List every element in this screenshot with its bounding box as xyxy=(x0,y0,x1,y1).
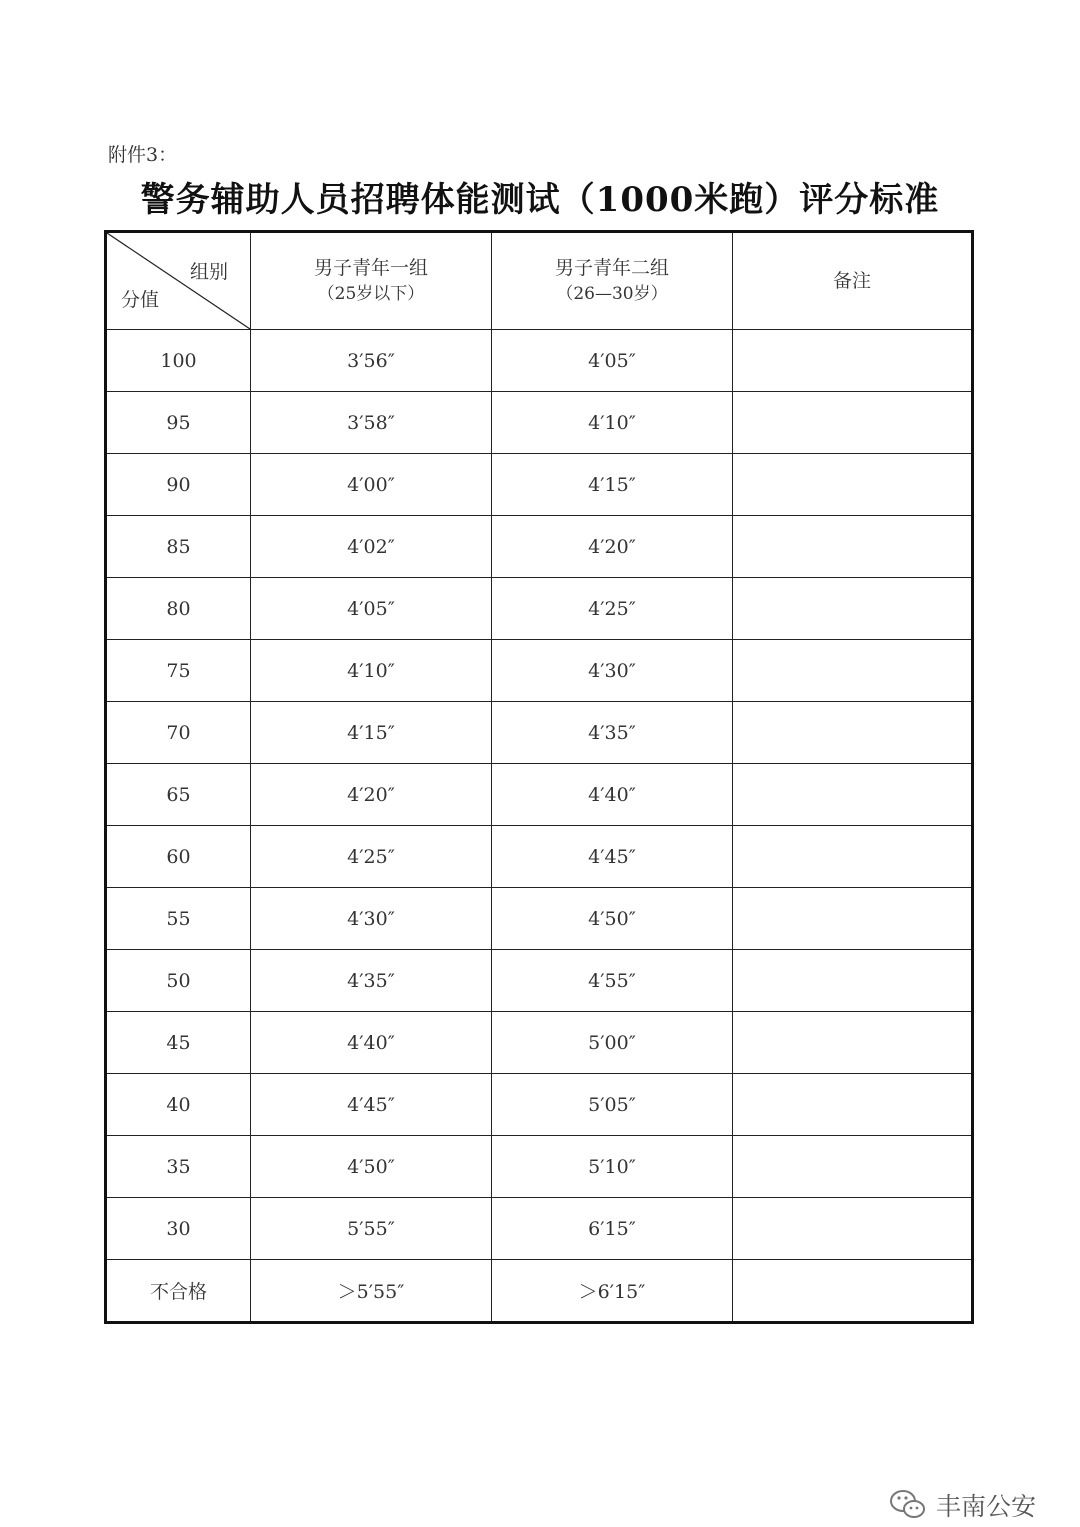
annex-label: 附件3： xyxy=(108,144,178,166)
score-cell: 75 xyxy=(106,640,251,702)
group2-time-cell: 5′05″ xyxy=(492,1074,733,1136)
table-row xyxy=(106,516,973,578)
table-row xyxy=(106,578,973,640)
wechat-icon xyxy=(888,1488,928,1522)
table-row xyxy=(106,454,973,516)
table-body xyxy=(106,330,973,1323)
scoring-table xyxy=(104,230,974,1324)
remark-cell xyxy=(733,392,973,454)
group1-header xyxy=(251,232,492,330)
table-row xyxy=(106,888,973,950)
group1-name: 男子青年一组 xyxy=(313,257,428,279)
remark-cell xyxy=(733,454,973,516)
remark-cell xyxy=(733,330,973,392)
watermark-text: 丰南公安 xyxy=(936,1492,1037,1521)
table-row xyxy=(106,1198,973,1260)
group1-time-cell: 4′45″ xyxy=(251,1074,492,1136)
remark-cell xyxy=(733,826,973,888)
remark-cell xyxy=(733,640,973,702)
group2-time-cell: 4′40″ xyxy=(492,764,733,826)
score-cell: 不合格 xyxy=(106,1260,251,1323)
table-row xyxy=(106,1136,973,1198)
group2-time-cell: 4′25″ xyxy=(492,578,733,640)
group2-header xyxy=(492,232,733,330)
group2-time-cell: 4′50″ xyxy=(492,888,733,950)
group2-time-cell: 4′30″ xyxy=(492,640,733,702)
group1-time-cell: 4′20″ xyxy=(251,764,492,826)
group1-time-cell: 4′40″ xyxy=(251,1012,492,1074)
score-cell: 30 xyxy=(106,1198,251,1260)
group1-age: （25岁以下） xyxy=(317,284,425,304)
table-row xyxy=(106,330,973,392)
group2-time-cell: 4′35″ xyxy=(492,702,733,764)
table-row xyxy=(106,826,973,888)
group1-time-cell: 4′00″ xyxy=(251,454,492,516)
remark-cell xyxy=(733,888,973,950)
score-cell: 80 xyxy=(106,578,251,640)
watermark xyxy=(888,1487,1036,1523)
table-row xyxy=(106,1074,973,1136)
score-cell: 50 xyxy=(106,950,251,1012)
score-cell: 100 xyxy=(106,330,251,392)
group1-time-cell: 4′10″ xyxy=(251,640,492,702)
remark-header: 备注 xyxy=(733,232,973,330)
group2-time-cell: 4′10″ xyxy=(492,392,733,454)
remark-cell xyxy=(733,516,973,578)
group2-time-cell: 4′20″ xyxy=(492,516,733,578)
remark-cell xyxy=(733,1136,973,1198)
table-row xyxy=(106,392,973,454)
remark-cell xyxy=(733,764,973,826)
remark-cell xyxy=(733,578,973,640)
group1-time-cell: 4′35″ xyxy=(251,950,492,1012)
score-cell: 95 xyxy=(106,392,251,454)
score-cell: 70 xyxy=(106,702,251,764)
table-row xyxy=(106,764,973,826)
score-cell: 65 xyxy=(106,764,251,826)
table-row xyxy=(106,1260,973,1323)
remark-cell xyxy=(733,1074,973,1136)
table-row xyxy=(106,950,973,1012)
group2-time-cell: 4′05″ xyxy=(492,330,733,392)
group1-time-cell: 3′56″ xyxy=(251,330,492,392)
score-cell: 85 xyxy=(106,516,251,578)
group2-time-cell: 4′45″ xyxy=(492,826,733,888)
page-title: 警务辅助人员招聘体能测试（1000米跑）评分标准 xyxy=(140,180,940,220)
table-header-row xyxy=(106,232,973,330)
diagonal-header-cell xyxy=(106,232,251,330)
group1-time-cell: 4′25″ xyxy=(251,826,492,888)
table-row xyxy=(106,702,973,764)
score-cell: 55 xyxy=(106,888,251,950)
remark-cell xyxy=(733,1012,973,1074)
remark-cell xyxy=(733,702,973,764)
group2-name: 男子青年二组 xyxy=(554,257,669,279)
group-header-label: 组别 xyxy=(189,261,228,283)
group2-age: （26—30岁） xyxy=(556,284,668,304)
group1-time-cell: 4′02″ xyxy=(251,516,492,578)
score-cell: 40 xyxy=(106,1074,251,1136)
group2-time-cell: 4′55″ xyxy=(492,950,733,1012)
group1-time-cell: 4′05″ xyxy=(251,578,492,640)
table-row xyxy=(106,640,973,702)
score-cell: 35 xyxy=(106,1136,251,1198)
group1-time-cell: 4′15″ xyxy=(251,702,492,764)
group2-time-cell: 5′10″ xyxy=(492,1136,733,1198)
group1-time-cell: 3′58″ xyxy=(251,392,492,454)
group1-time-cell: 5′55″ xyxy=(251,1198,492,1260)
group1-time-cell: 4′50″ xyxy=(251,1136,492,1198)
score-cell: 90 xyxy=(106,454,251,516)
group1-time-cell: ＞5′55″ xyxy=(251,1260,492,1323)
score-header-label: 分值 xyxy=(121,289,160,311)
table-row xyxy=(106,1012,973,1074)
remark-cell xyxy=(733,1198,973,1260)
score-cell: 45 xyxy=(106,1012,251,1074)
group2-time-cell: 5′00″ xyxy=(492,1012,733,1074)
group2-time-cell: 6′15″ xyxy=(492,1198,733,1260)
group2-time-cell: 4′15″ xyxy=(492,454,733,516)
score-cell: 60 xyxy=(106,826,251,888)
remark-cell xyxy=(733,950,973,1012)
diagonal-line xyxy=(107,233,250,329)
group1-time-cell: 4′30″ xyxy=(251,888,492,950)
group2-time-cell: ＞6′15″ xyxy=(492,1260,733,1323)
remark-cell xyxy=(733,1260,973,1323)
